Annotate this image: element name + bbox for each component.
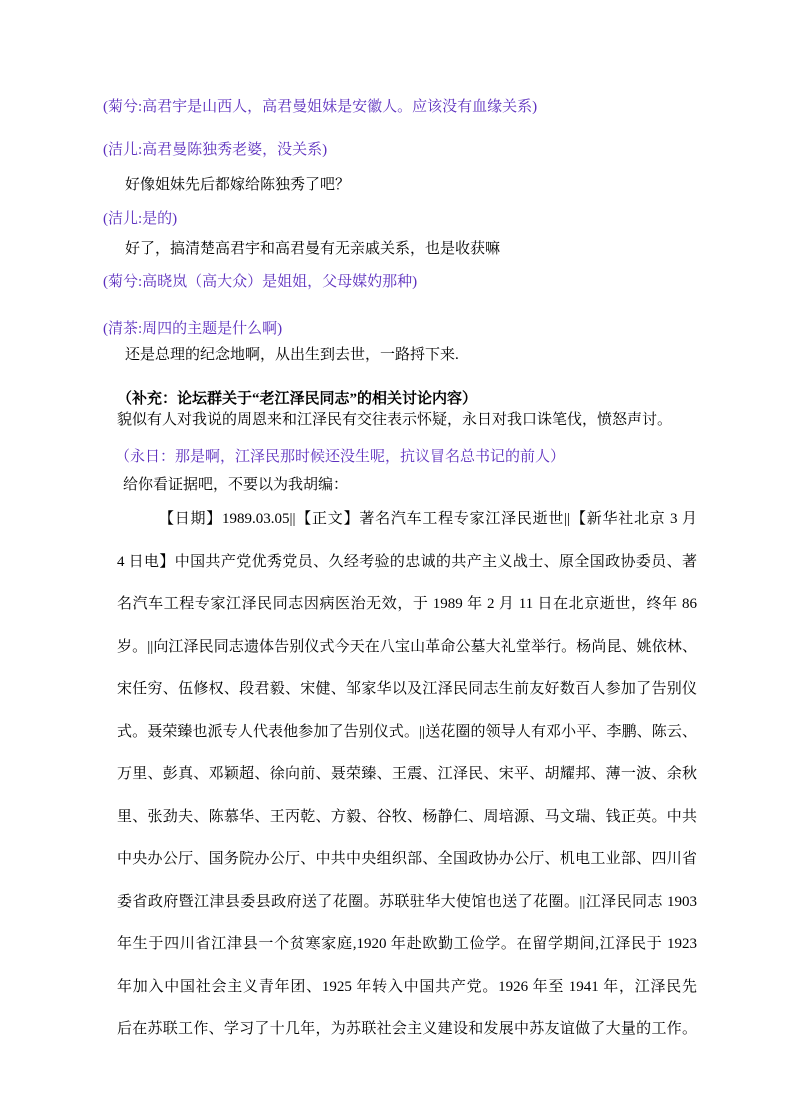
- article-line: 宋任穷、伍修权、段君毅、宋健、邹家华以及江泽民同志生前友好数百人参加了告别仪: [117, 681, 697, 697]
- article-line: 4 日电】中国共产党优秀党员、久经考验的忠诚的共产主义战士、原全国政协委员、著: [117, 553, 697, 570]
- chat-message: (菊兮:高晓岚（高大众）是姐姐，父母媒妁那种): [103, 274, 418, 290]
- article-line: 式。聂荣臻也派专人代表他参加了告别仪式。||送花圈的领导人有邓小平、李鹏、陈云、: [117, 723, 697, 740]
- chat-reply: 还是总理的纪念地啊，从出生到去世，一路捋下来.: [125, 347, 459, 363]
- article-line: 里、张劲夫、陈慕华、王丙乾、方毅、谷牧、杨静仁、周培源、马文瑞、钱正英。中共: [117, 808, 697, 825]
- article-line: 后在苏联工作、学习了十几年，为苏联社会主义建设和发展中苏友谊做了大量的工作。: [117, 1021, 697, 1037]
- chat-reply: 好像姐妹先后都嫁给陈独秀了吧？: [125, 177, 351, 193]
- obituary-article: [117, 498, 697, 1051]
- chat-message: (菊兮:高君宇是山西人，高君曼姐妹是安徽人。应该没有血缘关系): [103, 99, 538, 115]
- article-line: 万里、彭真、邓颖超、徐向前、聂荣臻、王震、江泽民、宋平、胡耀邦、薄一波、余秋: [117, 766, 697, 782]
- article-line: 年生于四川省江津县一个贫寒家庭,1920 年赴欧勤工俭学。在留学期间,江泽民于 1923: [117, 936, 697, 952]
- article-line: 【日期】1989.03.05||【正文】著名汽车工程专家江泽民逝世||【新华社北京 3 月: [159, 511, 697, 527]
- chat-narration: 貌似有人对我说的周恩来和江泽民有交往表示怀疑，永日对我口诛笔伐，愤怒声讨。: [117, 412, 673, 428]
- article-line: 年加入中国社会主义青年团、1925 年转入中国共产党。1926 年至 1941 年，江泽民先: [117, 978, 697, 995]
- article-line: 岁。||向江泽民同志遗体告别仪式今天在八宝山革命公墓大礼堂举行。杨尚昆、姚依林、: [117, 638, 697, 655]
- article-line: 名汽车工程专家江泽民同志因病医治无效，于 1989 年 2 月 11 日在北京逝世，终年 86: [117, 596, 697, 612]
- chat-message: (洁儿:高君曼陈独秀老婆，没关系): [103, 142, 328, 158]
- chat-message: （永日：那是啊，江泽民那时候还没生呢，抗议冒名总书记的前人）: [115, 449, 566, 465]
- section-heading: （补充：论坛群关于“老江泽民同志”的相关讨论内容）: [117, 391, 478, 407]
- chat-narration: 给你看证据吧，不要以为我胡编：: [123, 477, 349, 493]
- chat-log: [103, 97, 704, 496]
- chat-reply: 好了，搞清楚高君宇和高君曼有无亲戚关系，也是收获嘛: [125, 241, 501, 257]
- article-line: 委省政府暨江津县委县政府送了花圈。苏联驻华大使馆也送了花圈。||江泽民同志 1903: [117, 893, 697, 910]
- chat-message: (洁儿:是的): [103, 211, 178, 227]
- article-line: 中央办公厅、国务院办公厅、中共中央组织部、全国政协办公厅、机电工业部、四川省: [117, 851, 697, 867]
- chat-message: (清茶:周四的主题是什么啊): [103, 321, 283, 337]
